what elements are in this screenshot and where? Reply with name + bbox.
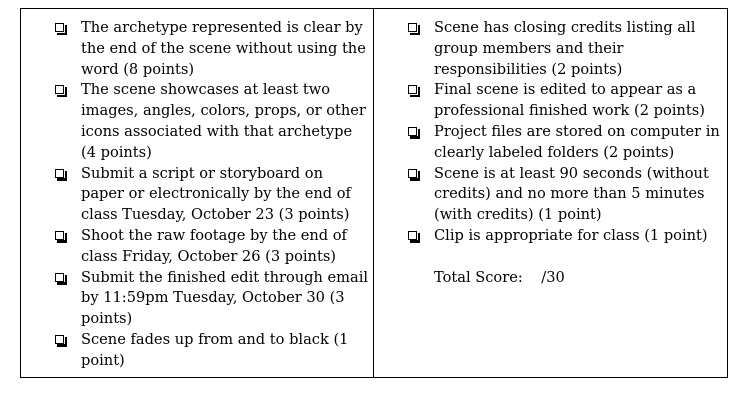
checklist-item-text: Scene is at least 90 seconds (without credits) and no more than 5 minutes (with credits) (1 point) xyxy=(434,164,709,224)
checklist-item-text: The archetype represented is clear by the end of the scene without using the word (8 points) xyxy=(81,19,366,78)
rubric-table xyxy=(20,8,728,378)
checkbox-icon xyxy=(408,231,417,240)
checklist-item-text: Clip is appropriate for class (1 point) xyxy=(434,226,708,244)
checkbox-icon xyxy=(408,127,417,136)
checklist-item-text: Shoot the raw footage by the end of class Friday, October 26 (3 points) xyxy=(81,226,347,265)
checkbox-icon xyxy=(55,23,64,32)
checklist-item xyxy=(55,18,369,80)
checkbox-icon xyxy=(55,85,64,94)
checkbox-icon xyxy=(55,231,64,240)
checkbox-icon xyxy=(55,169,64,178)
checkbox-icon xyxy=(408,23,417,32)
checkbox-icon xyxy=(408,85,417,94)
checklist-item xyxy=(408,80,723,122)
checklist-item xyxy=(408,18,723,80)
checklist-item-text: Scene fades up from and to black (1 point) xyxy=(81,330,349,369)
checklist-item xyxy=(55,80,369,163)
right-checklist xyxy=(408,18,723,247)
checklist-item xyxy=(55,164,369,226)
checkbox-icon xyxy=(55,273,64,282)
checklist-item-text: The scene showcases at least two images, angles, colors, props, or other icons associated with that archetype (4 points) xyxy=(81,81,366,161)
checklist-item xyxy=(408,164,723,226)
checklist-item xyxy=(408,226,723,247)
checklist-item xyxy=(55,268,369,330)
checklist-item-text: Submit the finished edit through email by 11:59pm Tuesday, October 30 (3 points) xyxy=(81,268,369,328)
checklist-item-text: Scene has closing credits listing all group members and their responsibilities (2 points) xyxy=(434,19,696,78)
checklist-item xyxy=(55,226,369,268)
checkbox-icon xyxy=(408,169,417,178)
checklist-item-text: Final scene is edited to appear as a professional finished work (2 points) xyxy=(434,81,705,120)
total-score: Total Score: /30 xyxy=(434,268,565,286)
left-checklist xyxy=(55,18,369,372)
checklist-item xyxy=(55,330,369,372)
checklist-item-text: Submit a script or storyboard on paper or electronically by the end of class Tuesday, October 23 (3 points) xyxy=(81,164,351,224)
checklist-item xyxy=(408,122,723,164)
checklist-item-text: Project files are stored on computer in clearly labeled folders (2 points) xyxy=(434,122,720,161)
checkbox-icon xyxy=(55,335,64,344)
rubric-right-column xyxy=(374,9,727,377)
rubric-left-column xyxy=(21,9,374,377)
